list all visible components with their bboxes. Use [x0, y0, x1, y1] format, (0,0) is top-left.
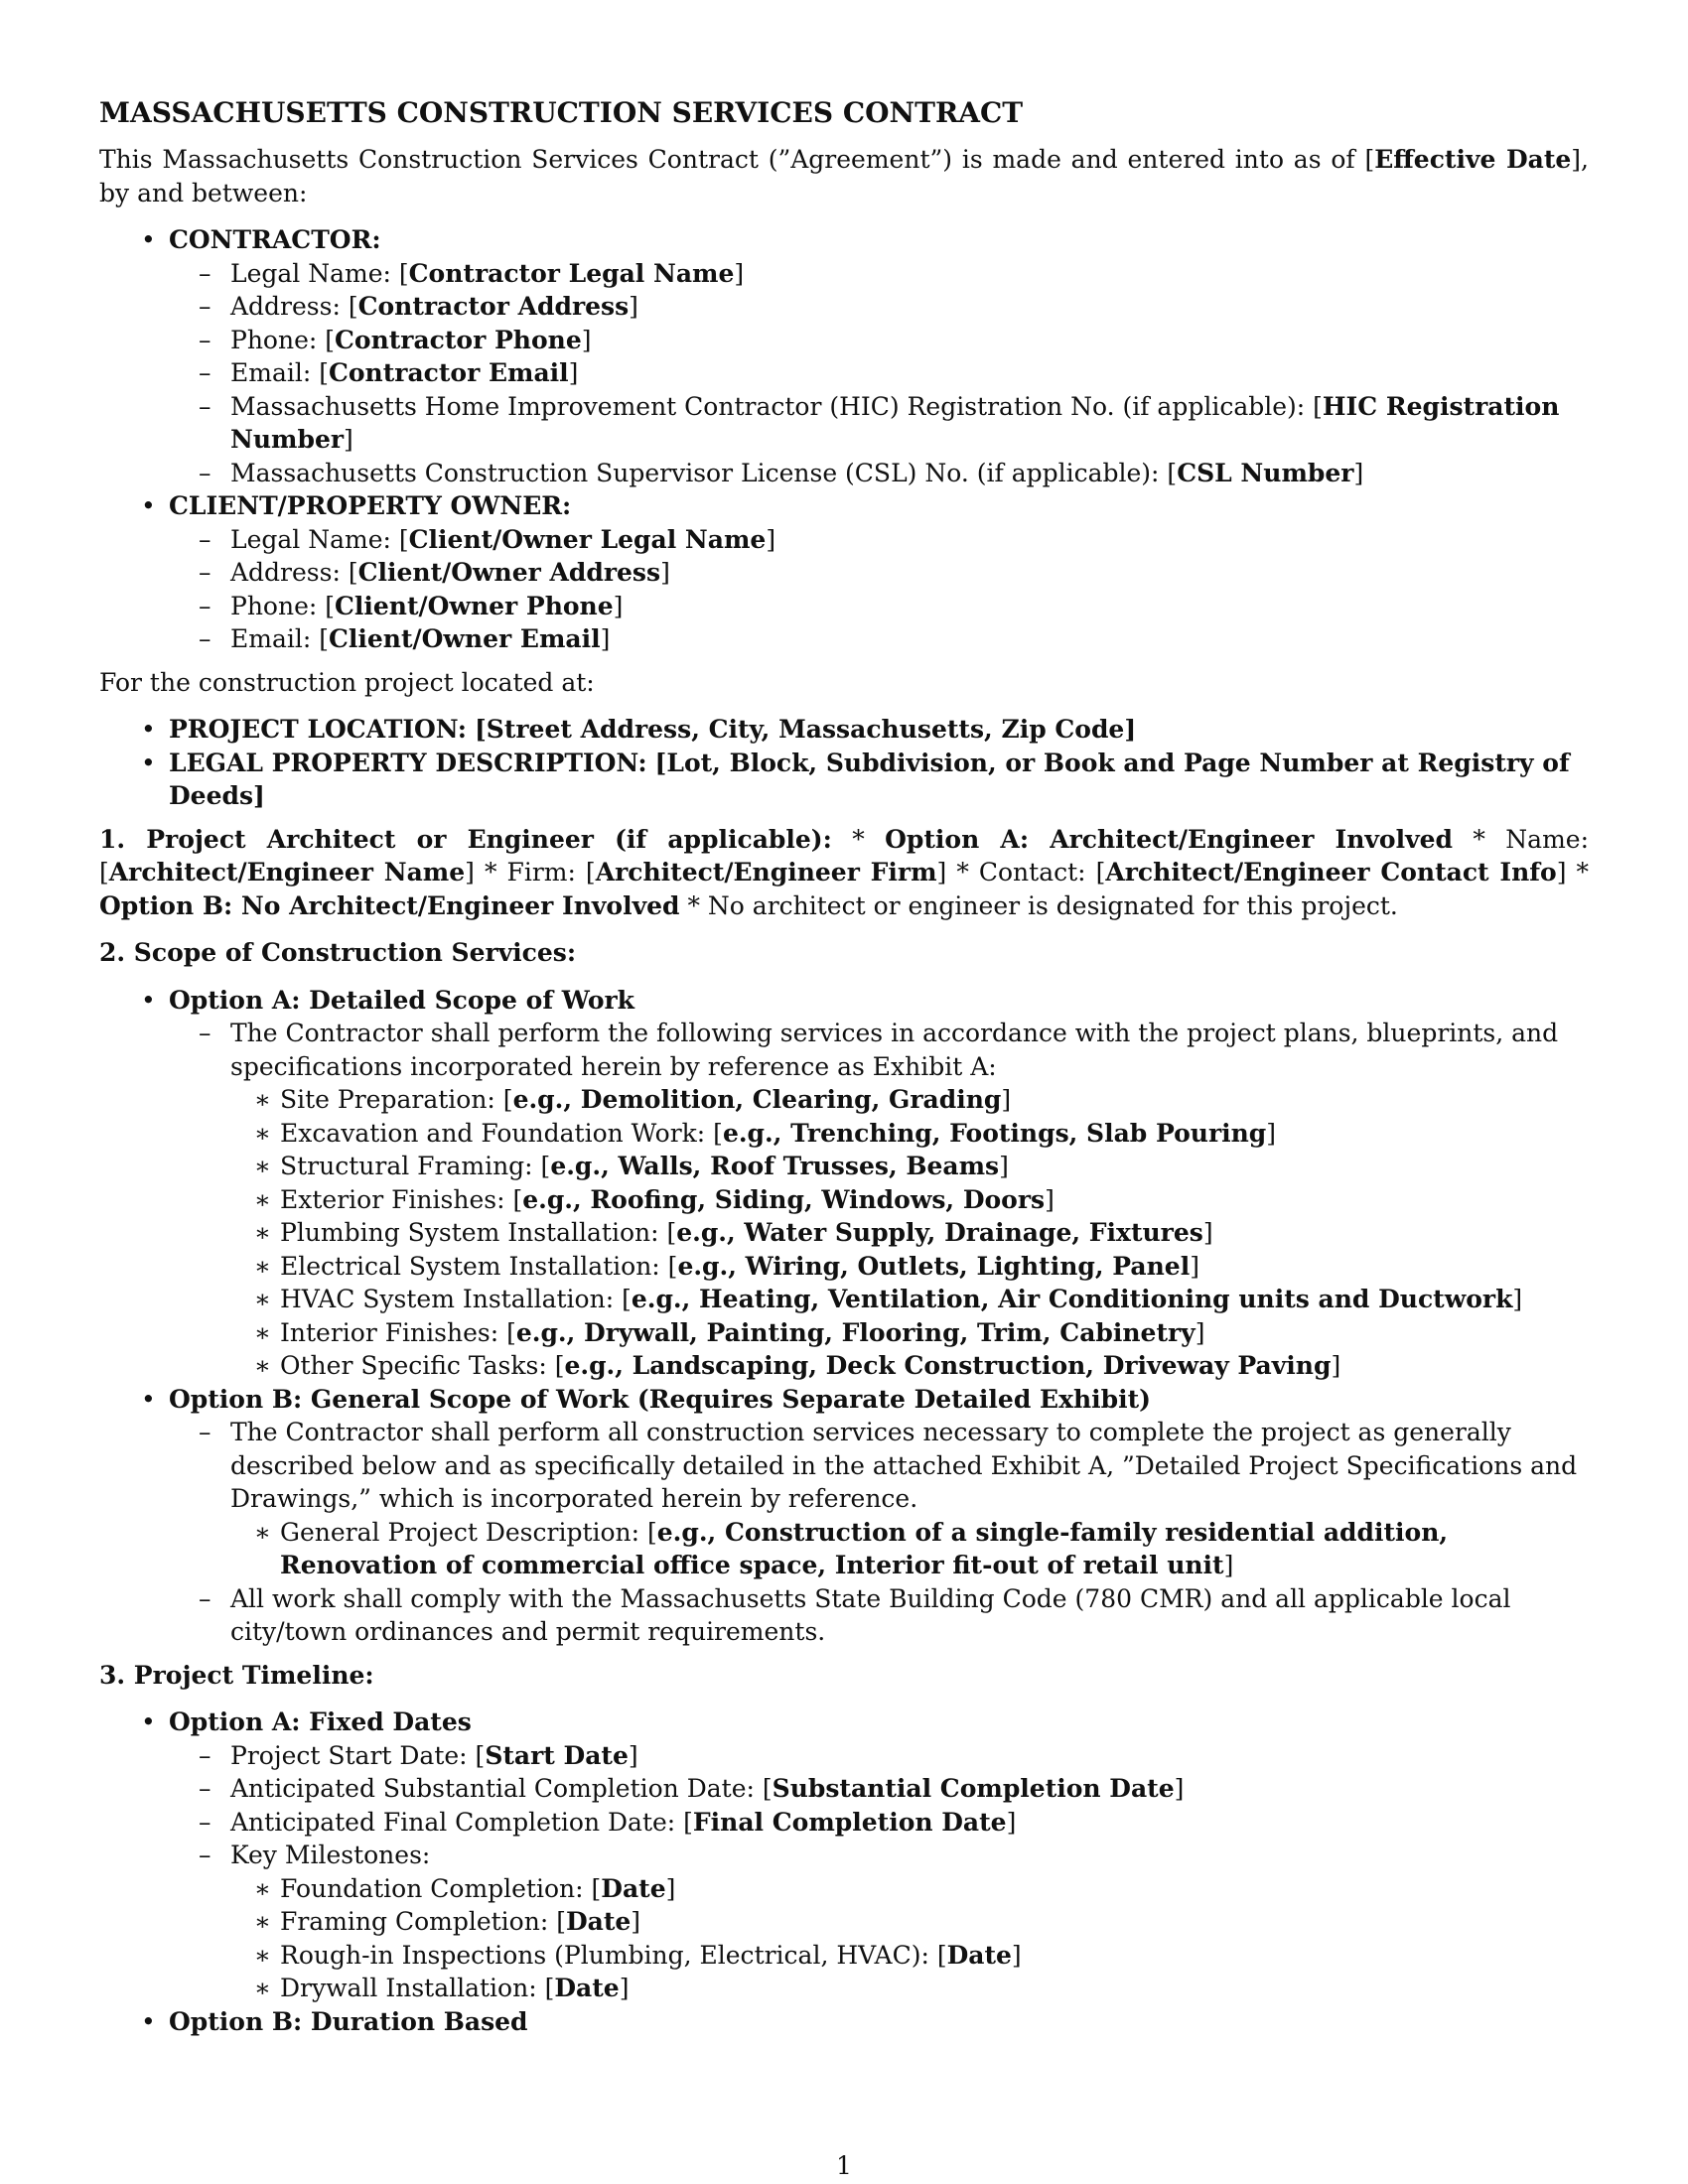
contractor-field: – Email: [Contractor Email]	[169, 356, 1589, 390]
contractor-field: – Address: [Contractor Address]	[169, 290, 1589, 324]
section-2-heading: 2. Scope of Construction Services:	[99, 938, 577, 967]
scope-options	[99, 984, 1589, 1649]
compliance-text: – All work shall comply with the Massachusetts State Building Code (780 CMR) and all applicable local city/town ordinances and permit requirements.	[169, 1582, 1589, 1649]
contractor-field: – Massachusetts Construction Supervisor License (CSL) No. (if applicable): [CSL Number]	[169, 457, 1589, 490]
timeline-field: – Project Start Date: [Start Date]	[169, 1739, 1589, 1773]
scope-item: ∗ Excavation and Foundation Work: [e.g., Trenching, Footings, Slab Pouring]	[230, 1117, 1589, 1151]
contractor-field: – Phone: [Contractor Phone]	[169, 324, 1589, 357]
key-milestones: – Key Milestones: ∗ Foundation Completion: [Date] ∗ Framing Completion: [Date] ∗ Rough-in Inspections (Plumbing, Electrical, HVAC): [Date] ∗ Drywall Installation: [Date]	[169, 1839, 1589, 2005]
scope-option-a-text: – The Contractor shall perform the following services in accordance with the project plans, blueprints, and specifications incorporated herein by reference as Exhibit A: ∗ Site Preparation: [e.g., Demolition, Clearing, Grading] ∗ Excavation and Foundation Work: [e.g., Trenching, Footings, Slab Pouring] ∗ Structural Framing: [e.g., Walls, Roof Trusses, Beams] ∗ Exterior Finishes: [e.g., Roofing, Siding, Windows, Doors] ∗ Plumbing System Installation: [e.g., Water Supply, Drainage, Fixtures] ∗ Electrical System Installation: [e.g., Wiring, Outlets, Lighting, Panel] ∗ HVAC System Installation: [e.g., Heating, Ventilation, Air Conditioning units and Ductwork] ∗ Interior Finishes: [e.g., Drywall, Painting, Flooring, Trim, Cabinetry] ∗ Other Specific Tasks: [e.g., Landscaping, Deck Construction, Driveway Paving]	[169, 1017, 1589, 1383]
client-fields	[169, 523, 1589, 656]
location-list	[99, 713, 1589, 813]
effective-date-field: Effective Date	[1374, 145, 1572, 174]
scope-items	[230, 1083, 1589, 1383]
milestone-item: ∗ Foundation Completion: [Date]	[230, 1872, 1589, 1906]
contract-page	[99, 95, 1589, 2048]
project-location: • PROJECT LOCATION: [Street Address, City, Massachusetts, Zip Code]	[169, 713, 1589, 747]
scope-item: ∗ HVAC System Installation: [e.g., Heating, Ventilation, Air Conditioning units and Ductwork]	[230, 1283, 1589, 1316]
client-field: – Email: [Client/Owner Email]	[169, 622, 1589, 656]
milestone-item: ∗ Drywall Installation: [Date]	[230, 1972, 1589, 2005]
section-3-heading: 3. Project Timeline:	[99, 1660, 374, 1690]
client-field: – Phone: [Client/Owner Phone]	[169, 590, 1589, 623]
scope-item: ∗ Other Specific Tasks: [e.g., Landscaping, Deck Construction, Driveway Paving]	[230, 1349, 1589, 1383]
timeline-field: – Anticipated Final Completion Date: [Final Completion Date]	[169, 1806, 1589, 1840]
client-field: – Address: [Client/Owner Address]	[169, 556, 1589, 590]
milestone-item: ∗ Framing Completion: [Date]	[230, 1905, 1589, 1939]
client-block	[169, 489, 1589, 656]
milestone-item: ∗ Rough-in Inspections (Plumbing, Electrical, HVAC): [Date]	[230, 1939, 1589, 1973]
section-1-heading: 1. Project Architect or Engineer (if applicable):	[99, 824, 832, 854]
client-heading: CLIENT/PROPERTY OWNER:	[169, 491, 572, 520]
contractor-heading: CONTRACTOR:	[169, 225, 381, 254]
intro-paragraph: This Massachusetts Construction Services Contract (”Agreement”) is made and entered into as of [Effective Date], by and between:	[99, 145, 1589, 207]
scope-option-b-text: – The Contractor shall perform all construction services necessary to complete the project as generally described below and as specifically detailed in the attached Exhibit A, ”Detailed Project Specifications and Drawings,” which is incorporated herein by reference. ∗ General Project Description: [e.g., Construction of a single-family residential addition, Renovation of commercial office space, Interior fit-out of retail unit]	[169, 1416, 1589, 1582]
scope-option-b: • Option B: General Scope of Work (Requires Separate Detailed Exhibit) – The Contractor shall perform all construction services necessary to complete the project as generally described below and as specifically detailed in the attached Exhibit A, ”Detailed Project Specifications and Drawings,” which is incorporated herein by reference. ∗ General Project Description: [e.g., Construction of a single-family residential addition, Renovation of commercial office space, Interior fit-out of retail unit] – All work shall comply with the Massachusetts State Building Code (780 CMR) and all applicable local city/town ordinances and permit requirements.	[169, 1383, 1589, 1649]
timeline-option-a: • Option A: Fixed Dates – Project Start Date: [Start Date] – Anticipated Substantial Completion Date: [Substantial Completion Date] – Anticipated Final Completion Date: [Final Completion Date] – Key Milestones: ∗ Foundation Completion: [Date] ∗ Framing Completion: [Date] ∗ Rough-in Inspections (Plumbing, Electrical, HVAC): [Date] ∗ Drywall Installation: [Date]	[169, 1706, 1589, 2005]
document-title: MASSACHUSETTS CONSTRUCTION SERVICES CONTRACT	[99, 96, 1024, 129]
contractor-block	[169, 223, 1589, 489]
timeline-options	[99, 1706, 1589, 2038]
page-number: 1	[836, 2151, 852, 2180]
scope-item: ∗ Structural Framing: [e.g., Walls, Roof Trusses, Beams]	[230, 1150, 1589, 1183]
general-project-description: ∗ General Project Description: [e.g., Construction of a single-family residential addition, Renovation of commercial office space, Interior fit-out of retail unit]	[230, 1516, 1589, 1582]
contractor-field: – Massachusetts Home Improvement Contractor (HIC) Registration No. (if applicable): [HIC Registration Number]	[169, 390, 1589, 457]
scope-item: ∗ Electrical System Installation: [e.g., Wiring, Outlets, Lighting, Panel]	[230, 1250, 1589, 1284]
scope-item: ∗ Exterior Finishes: [e.g., Roofing, Siding, Windows, Doors]	[230, 1183, 1589, 1217]
section-1: 1. Project Architect or Engineer (if applicable): * Option A: Architect/Engineer Involved * Name: [Architect/Engineer Name] * Firm: [Architect/Engineer Firm] * Contact: [Architect/Engineer Contact Info] * Option B: No Architect/Engineer Involved * No architect or engineer is designated for this project.	[99, 824, 1589, 920]
contractor-field: – Legal Name: [Contractor Legal Name]	[169, 257, 1589, 291]
client-field: – Legal Name: [Client/Owner Legal Name]	[169, 523, 1589, 557]
project-intro: For the construction project located at:	[99, 667, 595, 697]
parties-list	[99, 223, 1589, 656]
legal-property-description: • LEGAL PROPERTY DESCRIPTION: [Lot, Block, Subdivision, or Book and Page Number at Registry of Deeds]	[169, 747, 1589, 813]
timeline-field: – Anticipated Substantial Completion Date: [Substantial Completion Date]	[169, 1772, 1589, 1806]
scope-item: ∗ Site Preparation: [e.g., Demolition, Clearing, Grading]	[230, 1083, 1589, 1117]
scope-item: ∗ Interior Finishes: [e.g., Drywall, Painting, Flooring, Trim, Cabinetry]	[230, 1316, 1589, 1350]
timeline-option-b: • Option B: Duration Based	[169, 2005, 1589, 2039]
scope-item: ∗ Plumbing System Installation: [e.g., Water Supply, Drainage, Fixtures]	[230, 1216, 1589, 1250]
scope-option-a: • Option A: Detailed Scope of Work – The Contractor shall perform the following services in accordance with the project plans, blueprints, and specifications incorporated herein by reference as Exhibit A: ∗ Site Preparation: [e.g., Demolition, Clearing, Grading] ∗ Excavation and Foundation Work: [e.g., Trenching, Footings, Slab Pouring] ∗ Structural Framing: [e.g., Walls, Roof Trusses, Beams] ∗ Exterior Finishes: [e.g., Roofing, Siding, Windows, Doors] ∗ Plumbing System Installation: [e.g., Water Supply, Drainage, Fixtures] ∗ Electrical System Installation: [e.g., Wiring, Outlets, Lighting, Panel] ∗ HVAC System Installation: [e.g., Heating, Ventilation, Air Conditioning units and Ductwork] ∗ Interior Finishes: [e.g., Drywall, Painting, Flooring, Trim, Cabinetry] ∗ Other Specific Tasks: [e.g., Landscaping, Deck Construction, Driveway Paving]	[169, 984, 1589, 1383]
contractor-fields	[169, 257, 1589, 490]
